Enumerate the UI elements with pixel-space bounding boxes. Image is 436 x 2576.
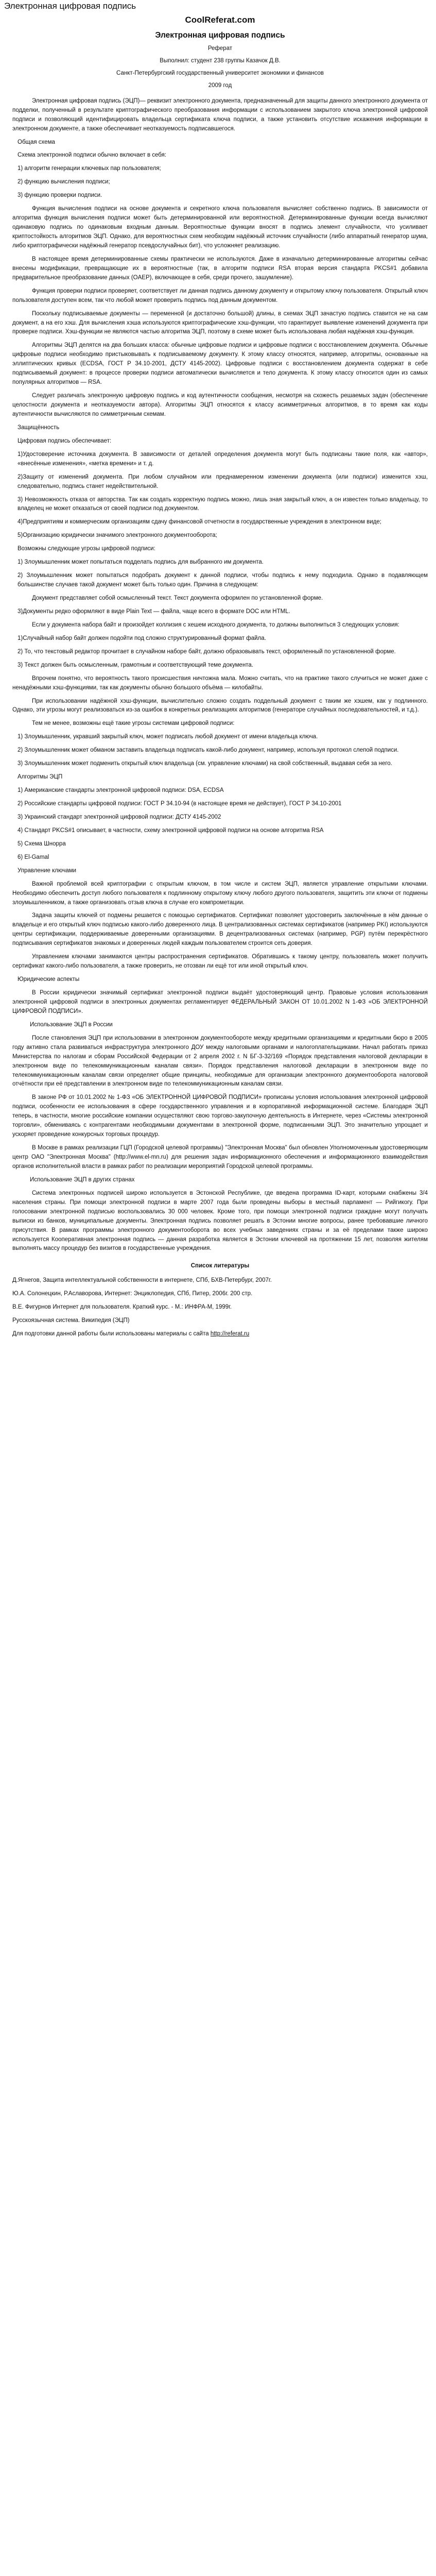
document-body xyxy=(12,97,428,1254)
section-heading: Общая схема xyxy=(18,139,55,145)
paragraph: Поскольку подписываемые документы — переменной (и достаточно большой) длины, в схемах ЭЦП зачастую подпись ставится не на сам документ, а на его хэш. Для вычисления хэша используются криптографические хэш-функции, что гарантирует выявление изменений документа при проверке подписи. Хэш-функции не являются частью алгоритма ЭЦП, поэтому в схеме может быть использована любая надёжная хэш-функция. xyxy=(12,310,428,335)
list-item: 2) функцию вычисления подписи; xyxy=(18,179,110,185)
bibliography-item: Д.Ягнегов, Защита интеллектуальной собственности в интернете, СПб, БХВ-Петербург, 2007г. xyxy=(12,1277,272,1284)
paragraph: В настоящее время детерминированные схемы практически не используются. Даже в изначально детерминированные алгоритмы сейчас внесены модификации, превращающие их в вероятностные (так, в алгоритм подписи RSA вторая версия стандарта PKCS#1 добавила предварительное преобразование данных (OAEP), включающее в себя, среди прочего, зашумление). xyxy=(12,256,428,281)
author-line: Выполнил: студент 238 группы Казачок Д.В. xyxy=(160,57,281,64)
paragraph: Цифровая подпись обеспечивает: xyxy=(18,437,112,444)
paragraph-definition: Электронная цифровая подпись (ЭЦП)— реквизит электронного документа, предназначенный для защиты данного электронного документа от подделки, полученный в результате криптографического преобразования информации с использованием закрытого ключа электронной цифровой подписи и позволяющий идентифицировать владельца сертификата ключа подписи, а также установить отсутствие искажения информации в электронном документе, а также обеспечивает неотказуемость подписавшегося. xyxy=(12,97,428,132)
bibliography-title: Список литературы xyxy=(190,1263,250,1269)
paragraph: Схема электронной подписи обычно включает в себя: xyxy=(18,152,167,159)
section-heading: Защищённость xyxy=(18,424,60,431)
section-heading: Управление ключами xyxy=(18,867,77,874)
document-title: Электронная цифровая подпись xyxy=(155,31,285,40)
section-heading: Алгоритмы ЭЦП xyxy=(18,774,63,781)
paragraph: В законе РФ от 10.01.2002 № 1-ФЗ «ОБ ЭЛЕКТРОННОЙ ЦИФРОВОЙ ПОДПИСИ» прописаны условия использования электронной цифровой подписи, особенности ее использования в сфере государственного управления и в корпоративной информационной системе. Благодаря ЭЦП теперь, в частности, многие российские компании осуществляют свою торгово-закупочную деятельность в Интернете, через «Системы электронной торговли», обмениваясь с контрагентами необходимыми документами в электронной форме, подписанными ЭЦП. Это значительно упрощает и ускоряет проведение конкурсных торговых процедур. xyxy=(12,1094,428,1138)
bibliography-item: Русскоязычная система. Википедия (ЭЦП) xyxy=(12,1317,130,1324)
list-item: 1) алгоритм генерации ключевых пар пользователя; xyxy=(18,165,161,172)
paragraph: Функция вычисления подписи на основе документа и секретного ключа пользователя вычисляет собственно подпись. В зависимости от алгоритма функция вычисления подписи может быть детерминированной или вероятностной. Детерминированные функции всегда вычисляют одинаковую подпись по одинаковым входным данным. Вероятностные функции вносят в подпись элемент случайности, что усиливает криптостойкость алгоритмов ЭЦП. Однако, для вероятностных схем необходим надёжный источник случайности (либо аппаратный генератор шума, либо криптографически надёжный генератор псевдослучайных бит), что усложняет реализацию. xyxy=(12,206,428,249)
paragraph: После становления ЭЦП при использовании в электронном документообороте между кредитными организациями и кредитными бюро в 2005 году активно стала развиваться инфраструктура электронного ДОУ между налоговыми органами и налогоплательщиками. Начал работать приказ Министерства по налогам и сборам Российской Федерации от 2 апреля 2002 г. N БГ-3-32/169 «Порядок представления налоговой декларации в электронном виде по телекоммуникационным каналам связи». Порядок представления налоговой декларации в электронном виде по телекоммуникационным каналам связи определяет общие принципы, необходимые для организации электронного документооборота налоговой отчётности при её представлении в электронном виде по телекоммуникационным каналам связи. xyxy=(12,1035,428,1088)
list-item: 5)Организацию юридически значимого электронного документооборота; xyxy=(18,532,217,539)
list-item: 3) Текст должен быть осмысленным, грамотным и соответствующий теме документа. xyxy=(18,662,254,668)
list-item: 1) Злоумышленник может попытаться подделать подпись для выбранного им документа. xyxy=(18,559,264,566)
list-item: 4) Стандарт PKCS#1 описывает, в частности, схему электронной цифровой подписи на основе алгоритма RSA xyxy=(18,827,324,834)
paragraph: Важной проблемой всей криптографии с открытым ключом, в том числе и систем ЭЦП, является управление открытыми ключами. Необходимо обеспечить доступ любого пользователя к подлинному открытому ключу любого другого пользователя, защитить эти ключи от подмены злоумышленником, а также организовать отзыв ключа в случае его компрометации. xyxy=(12,880,428,906)
paragraph: Следует различать электронную цифровую подпись и код аутентичности сообщения, несмотря на схожесть решаемых задач (обеспечение целостности документа и неотказуемости автора). Алгоритмы ЭЦП относятся к классу асимметричных алгоритмов, в то время как коды аутентичности вычисляются по симметричным схемам. xyxy=(12,393,428,417)
list-item: 2)Защиту от изменений документа. При любом случайном или преднамеренном изменении документа (или подписи) изменится хэш, следовательно, подпись станет недействительной. xyxy=(18,473,428,489)
list-item: 2) То, что текстовый редактор прочитает в случайном наборе байт, должно образовывать текст, оформленный по установленной форме. xyxy=(18,648,396,655)
year: 2009 год xyxy=(208,82,232,89)
paragraph: Возможны следующие угрозы цифровой подписи: xyxy=(18,546,155,552)
footer-note xyxy=(12,1330,428,1339)
list-item: 5) Схема Шнорра xyxy=(18,840,66,847)
paragraph: В Москве в рамках реализации ГЦП (Городской целевой программы) "Электронная Москва" был обновлен Уполномоченным удостоверяющим центр ОАО "Электронная Москва" (http://www.el-mn.ru) для решения задач информационного обеспечения и информационного взаимодействия органов исполнительной власти в рамках работ по реализации мероприятий Городской целевой программы. xyxy=(12,1145,428,1170)
paragraph: Функция проверки подписи проверяет, соответствует ли данная подпись данному документу и открытому ключу пользователя. Открытый ключ пользователя доступен всем, так что любой может проверить подпись под данным документом. xyxy=(12,287,428,303)
bibliography-item: Ю.А. Солонецкин, Р.Аславорова, Интернет: Энциклопедия, СПб, Питер, 2006г. 200 стр. xyxy=(12,1291,253,1297)
document-genre: Реферат xyxy=(207,45,233,52)
source-link[interactable]: http://referat.ru xyxy=(210,1331,250,1337)
paragraph: Тем не менее, возможны ещё такие угрозы системам цифровой подписи: xyxy=(32,720,235,727)
list-item: 4)Предприятиям и коммерческим организациям сдачу финансовой отчетности в государственные учреждения в электронном виде; xyxy=(18,519,381,526)
paragraph: Управлением ключами занимаются центры распространения сертификатов. Обратившись к такому центру, пользователь может получить сертификат какого-либо пользователя, а также проверить, не отозван ли ещё тот или иной открытый ключ. xyxy=(12,954,428,970)
list-item: 2) Злоумышленник может обманом заставить владельца подписать какой-либо документ, например, используя протокол слепой подписи. xyxy=(18,747,399,754)
list-item: 6) El-Gamal xyxy=(18,854,49,860)
list-item: 3) Невозможность отказа от авторства. Так как создать корректную подпись можно, лишь зная закрытый ключ, а он известен только владельцу, то владелец не может отказаться от своей подписи под документом. xyxy=(18,496,428,512)
list-item: 1) Злоумышленник, укравший закрытый ключ, может подписать любой документ от имени владельца ключа. xyxy=(18,734,318,740)
institution: Санкт-Петербургский государственный университет экономики и финансов xyxy=(116,70,324,76)
site-name[interactable]: CoolReferat.com xyxy=(185,15,255,25)
list-item: 1) Американские стандарты электронной цифровой подписи: DSA, ECDSA xyxy=(18,787,224,794)
bibliography xyxy=(12,1276,428,1339)
paragraph: Документ представляет собой осмысленный текст. Текст документа оформлен по установленной форме. xyxy=(32,595,323,601)
list-item: 2) Злоумышленник может попытаться подобрать документ к данной подписи, чтобы подпись к нему подходила. Однако в подавляющем большинстве случаев такой документ может быть только один. Причина в следующем: xyxy=(18,572,428,588)
paragraph: Система электронных подписей широко используется в Эстонской Республике, где введена программа ID-карт, которыми снабжены 3/4 населения страны. При помощи электронной подписи в марте 2007 года были проведены выборы в местный парламент — Рийгикогу. При голосовании электронной подписью воспользовались 30 000 человек. Кроме того, при помощи электронной подписи граждане могут получать выписки из банков, муниципальные документы. Электронная подпись позволяет решать в Эстонии многие вопросы, ранее требовавшие личного присутствия. В рамках программы электронного документооборота во всех учебных заведениях страны и за её пределами также широко используется Кооперативная электронная подпись — данная разработка является в Эстонии ключевой на протяжении 15 лет, позволяя жителям выполнять массу процедур без визитов в государственные учреждения. xyxy=(12,1190,428,1252)
list-item: 3)Документы редко оформляют в виде Plain Text — файла, чаще всего в формате DOC или HTML. xyxy=(18,608,290,615)
section-heading: Использование ЭЦП в других странах xyxy=(30,1176,135,1183)
section-heading: Юридические аспекты xyxy=(18,976,80,983)
list-item: 1)Удостоверение источника документа. В зависимости от деталей определения документа могут быть подписаны такие поля, как «автор», «внесённые изменения», «метка времени» и т. д. xyxy=(18,451,428,467)
list-item: 3) Злоумышленник может подменить открытый ключ владельца (см. управление ключами) на свой собственный, выдавая себя за него. xyxy=(18,760,392,767)
paragraph: Алгоритмы ЭЦП делятся на два больших класса: обычные цифровые подписи и цифровые подписи с восстановлением документа. Обычные цифровые подписи необходимо пристыковывать к подписываемому документу. К этому классу относятся, например, алгоритмы, основанные на эллиптических кривых (ECDSA, ГОСТ Р 34.10-2001, ДСТУ 4145-2002). Цифровые подписи с восстановлением документа содержат в себе подписываемый документ: в процессе проверки подписи автоматически вычисляется и тело документа. К этому классу относится один из самых популярных алгоритмов — RSA. xyxy=(12,342,428,386)
list-item: 1)Случайный набор байт должен подойти под сложно структурированный формат файла. xyxy=(18,635,266,641)
list-item: 3) функцию проверки подписи. xyxy=(18,192,102,199)
section-heading: Использование ЭЦП в России xyxy=(30,1021,113,1028)
paragraph: При использовании надёжной хэш-функции, вычислительно сложно создать поддельный документ с таким же хэшем, как у подлинного. Однако, эти угрозы могут реализоваться из-за ошибок в конкретных реализациях алгоритмов (генераторе случайных последовательностей, и т.д.). xyxy=(12,698,428,714)
bibliography-item: В.Е. Фигурнов Интернет для пользователя. Краткий курс. - М.: ИНФРА-М, 1999г. xyxy=(12,1304,232,1311)
paragraph: В России юридически значимый сертификат электронной подписи выдаёт удостоверяющий центр. Правовые условия использования электронной цифровой подписи в электронных документах регламентирует ФЕДЕРАЛЬНЫЙ ЗАКОН ОТ 10.01.2002 N 1-ФЗ «ОБ ЭЛЕКТРОННОЙ ЦИФРОВОЙ ПОДПИСИ». xyxy=(12,990,428,1014)
list-item: 3) Украинский стандарт электронной цифровой подписи: ДСТУ 4145-2002 xyxy=(18,814,221,820)
paragraph: Если у документа набора байт и произойдет коллизия с хешем исходного документа, то должны выполниться 3 следующих условия: xyxy=(32,621,399,628)
footer-text: Для подготовки данной работы были использованы материалы с сайта xyxy=(12,1331,209,1337)
paragraph: Задача защиты ключей от подмены решается с помощью сертификатов. Сертификат позволяет удостоверить заключённые в нём данные о владельце и его открытый ключ подписью какого-либо доверенного лица. В централизованных системах сертификатов (например PKI) используются центры сертификации, поддерживаемые доверенными организациями. В децентрализованных системах (например, PGP) путём перекрёстного подписывания сертификатов знакомых и доверенных людей каждым пользователем строится сеть доверия. xyxy=(12,912,428,947)
paragraph: Впрочем понятно, что вероятность такого происшествия ничтожна мала. Можно считать, что на практике такого случиться не может даже с ненадёжными хэш-функциями, так как документы обычно большого объёма — килобайты. xyxy=(12,675,428,691)
browser-page-title: Электронная цифровая подпись xyxy=(4,1,136,11)
list-item: 2) Российские стандарты цифровой подписи: ГОСТ Р 34.10-94 (в настоящее время не действует), ГОСТ Р 34.10-2001 xyxy=(18,801,342,807)
